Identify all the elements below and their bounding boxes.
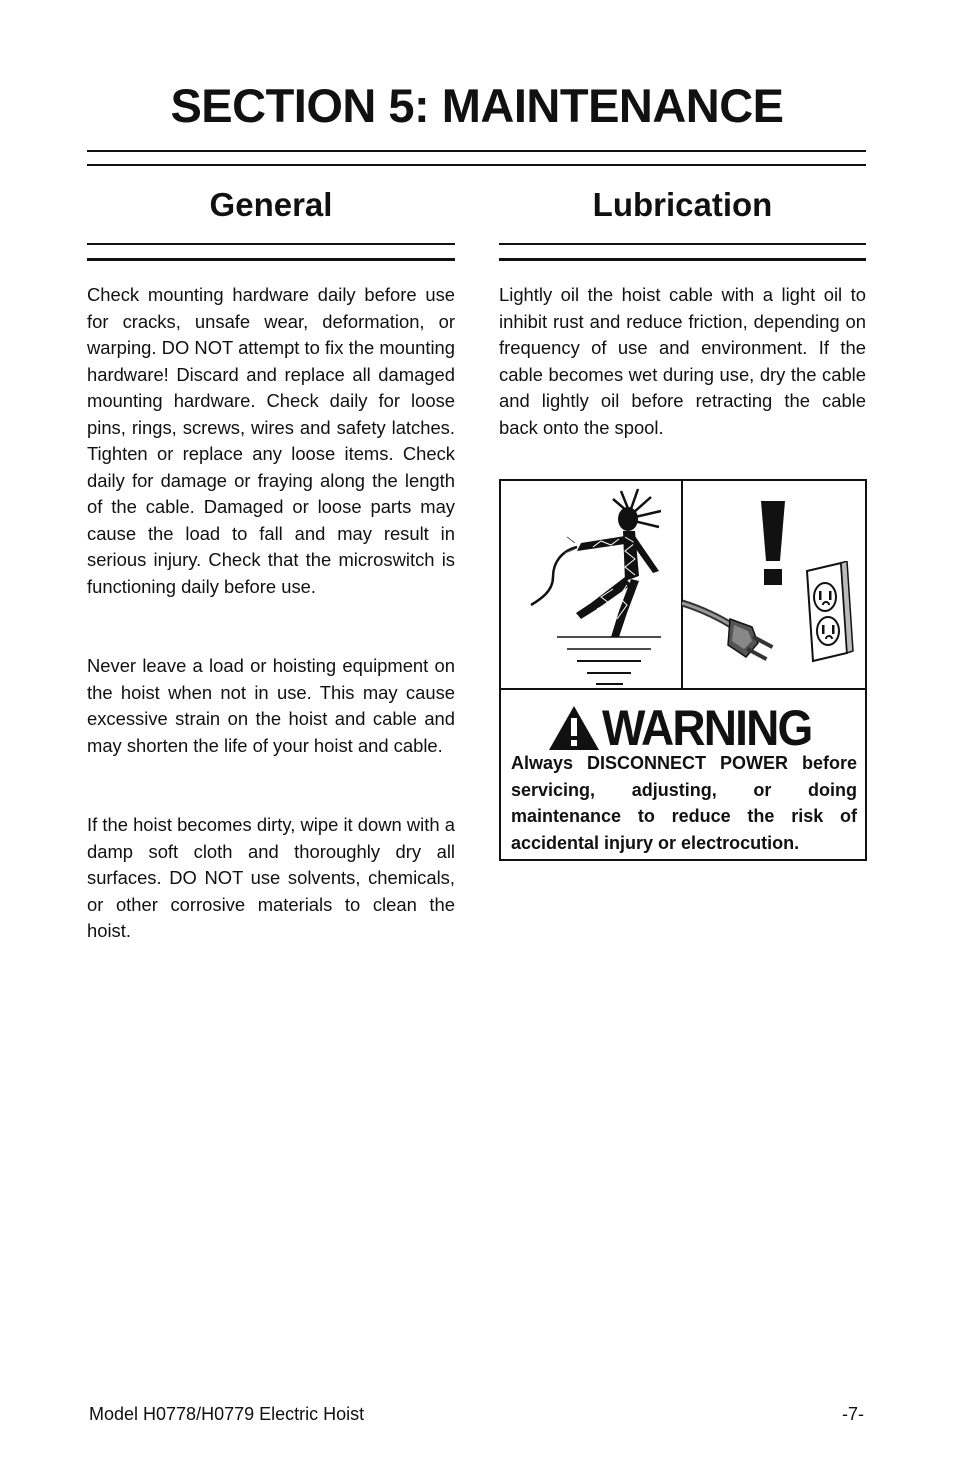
warning-label: WARNING bbox=[602, 700, 812, 756]
lubrication-paragraph: Lightly oil the hoist cable with a light oil to inhibit rust and reduce friction, depending on frequency of use and environment. If the cable becomes wet during use, dry the cable and lightly oil before retracting the cable back onto the spool. bbox=[499, 284, 866, 438]
warning-box bbox=[499, 479, 867, 861]
title-rule-bottom bbox=[87, 164, 866, 166]
warning-triangle-icon bbox=[547, 704, 601, 752]
general-paragraph-2: Never leave a load or hoisting equipment on the hoist when not in use. This may cause excessive strain on the hoist and cable and may shorten the life of your hoist and cable. bbox=[87, 655, 455, 756]
lubrication-rule-top bbox=[499, 243, 866, 245]
general-paragraph-1: Check mounting hardware daily before use for cracks, unsafe wear, deformation, or warping. DO NOT attempt to fix the mounting hardware! Discard and replace all damaged mounting hardware. Check daily for loose pins, rings, screws, wires and safety latches. Tighten or replace any loose items. Check daily for damage or fraying along the length of the cable. Damaged or loose parts may cause the load to fall and may result in serious injury. Check that the microswitch is functioning daily before use. bbox=[87, 284, 455, 597]
general-heading: General bbox=[209, 186, 333, 223]
footer-model: Model H0778/H0779 Electric Hoist bbox=[89, 1404, 365, 1424]
lubrication-rule-bottom bbox=[499, 258, 866, 261]
title-rule-top bbox=[87, 150, 866, 152]
general-paragraph-3: If the hoist becomes dirty, wipe it down with a damp soft cloth and thoroughly dry all surfaces. DO NOT use solvents, chemicals, or other corrosive materials to clean the hoist. bbox=[87, 814, 455, 941]
power-plug-icon bbox=[682, 589, 782, 679]
general-rule-bottom bbox=[87, 258, 455, 261]
warning-header bbox=[547, 701, 830, 755]
exclamation-icon bbox=[753, 499, 793, 589]
warning-label-divider bbox=[501, 688, 865, 690]
footer-page-number: -7- bbox=[842, 1404, 864, 1424]
page-title: SECTION 5: MAINTENANCE bbox=[170, 79, 784, 132]
electrocution-figure-icon bbox=[501, 481, 681, 688]
wall-outlet-icon bbox=[797, 561, 857, 671]
general-rule-top bbox=[87, 243, 455, 245]
lubrication-heading: Lubrication bbox=[592, 186, 773, 223]
warning-text: Always DISCONNECT POWER before servicing, adjusting, or doing maintenance to reduce the risk of accidental injury or electrocution. bbox=[511, 753, 857, 853]
